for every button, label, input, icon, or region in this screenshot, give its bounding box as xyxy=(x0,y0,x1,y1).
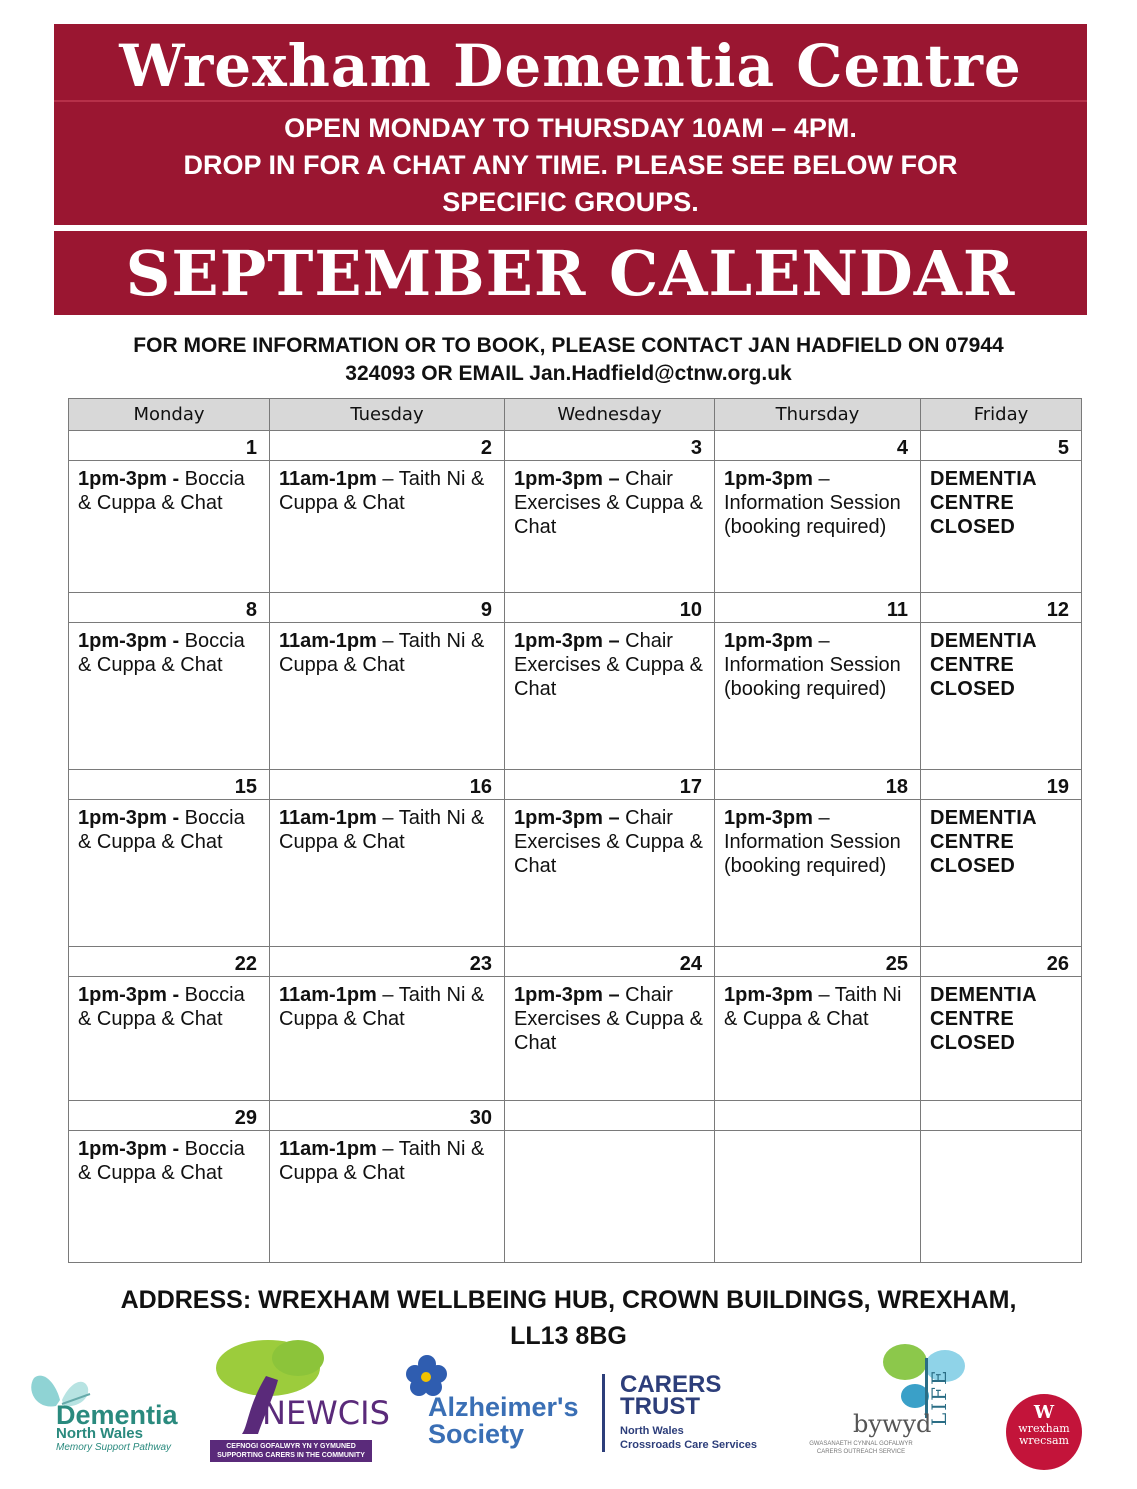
wrexham-logo-top: wrexham xyxy=(1018,1422,1070,1435)
day-cell xyxy=(921,1131,1082,1263)
newcis-logo xyxy=(208,1336,390,1464)
day-cell xyxy=(505,461,715,593)
event-time: 11am-1pm xyxy=(279,468,377,490)
event-time: 11am-1pm xyxy=(279,1138,377,1160)
event-description: – Taith Ni & Cuppa & Chat xyxy=(279,1138,485,1184)
date-number-row xyxy=(69,1101,1082,1131)
newcis-name: NEWCIS xyxy=(262,1394,390,1432)
day-cell xyxy=(270,800,505,947)
event-time: 11am-1pm xyxy=(279,807,377,829)
event-description: – Taith Ni & Cuppa & Chat xyxy=(724,984,902,1030)
event-time: 1pm-3pm xyxy=(724,984,813,1006)
bywyd-sub-line: CARERS OUTREACH SERVICE xyxy=(816,1449,906,1455)
date-number: 9 xyxy=(270,593,505,623)
event-time: 1pm-3pm xyxy=(724,468,813,490)
weekday-header: Monday xyxy=(69,399,270,431)
event-time: 1pm-3pm – xyxy=(514,630,620,652)
contact-line: 324093 OR EMAIL Jan.Hadfield@ctnw.org.uk xyxy=(345,362,792,385)
day-cell xyxy=(505,800,715,947)
date-number: 17 xyxy=(505,770,715,800)
header-banner xyxy=(54,24,1087,225)
date-number: 8 xyxy=(69,593,270,623)
date-number: 30 xyxy=(270,1101,505,1131)
event-time: 11am-1pm xyxy=(279,984,377,1006)
event-description: Boccia & Cuppa & Chat xyxy=(78,468,245,514)
carers-trust-sub1: North Wales xyxy=(620,1425,684,1437)
event-row xyxy=(69,461,1082,593)
alzheimers-line2: Society xyxy=(428,1419,525,1449)
event-time: 1pm-3pm – xyxy=(514,468,620,490)
weekday-header: Tuesday xyxy=(270,399,505,431)
bywyd-sub xyxy=(795,1440,927,1456)
newcis-band xyxy=(210,1440,372,1462)
weekday-header: Wednesday xyxy=(505,399,715,431)
event-time: 1pm-3pm xyxy=(724,807,813,829)
event-row xyxy=(69,800,1082,947)
dementia-logo-sub: North Wales xyxy=(56,1425,143,1442)
alzheimers-line1: Alzheimer's xyxy=(428,1392,579,1422)
wrexham-crest-icon: W xyxy=(1033,1402,1055,1423)
date-number: 24 xyxy=(505,947,715,977)
event-description: Chair Exercises & Cuppa & Chat xyxy=(514,468,703,538)
day-cell xyxy=(270,623,505,770)
day-cell xyxy=(715,461,921,593)
day-cell xyxy=(69,977,270,1101)
calendar-grid xyxy=(68,398,1082,1263)
calendar-title: SEPTEMBER CALENDAR xyxy=(125,237,1016,310)
date-number: 15 xyxy=(69,770,270,800)
event-description: – Taith Ni & Cuppa & Chat xyxy=(279,468,485,514)
opening-line: DROP IN FOR A CHAT ANY TIME. PLEASE SEE BELOW FOR xyxy=(183,150,958,180)
bywyd-sub-line: GWASANAETH CYNNAL GOFALWYR xyxy=(809,1441,913,1447)
event-description: Boccia & Cuppa & Chat xyxy=(78,807,245,853)
day-cell xyxy=(921,977,1082,1101)
date-number: 2 xyxy=(270,431,505,461)
dementia-logo-tagline: Memory Support Pathway xyxy=(56,1442,172,1453)
date-number: 22 xyxy=(69,947,270,977)
date-number xyxy=(715,1101,921,1131)
carers-trust-logo xyxy=(602,1371,772,1454)
weekday-header: Friday xyxy=(921,399,1082,431)
weekday-header: Thursday xyxy=(715,399,921,431)
carers-trust-sub2: Crossroads Care Services xyxy=(620,1439,757,1451)
date-number-row xyxy=(69,593,1082,623)
event-row xyxy=(69,623,1082,770)
event-time: 11am-1pm xyxy=(279,630,377,652)
day-cell xyxy=(921,461,1082,593)
wrexham-logo-bottom: wrecsam xyxy=(1019,1434,1069,1447)
date-number-row xyxy=(69,947,1082,977)
contact-line: FOR MORE INFORMATION OR TO BOOK, PLEASE CONTACT JAN HADFIELD ON 07944 xyxy=(133,334,1004,357)
alzheimers-society-logo xyxy=(402,1352,582,1462)
carers-trust-line1: CARERS xyxy=(620,1371,722,1398)
event-description: – Taith Ni & Cuppa & Chat xyxy=(279,984,485,1030)
day-cell xyxy=(505,623,715,770)
event-time: 1pm-3pm - xyxy=(78,807,180,829)
day-cell xyxy=(270,1131,505,1263)
event-description: DEMENTIA CENTRE CLOSED xyxy=(930,630,1037,700)
date-number: 25 xyxy=(715,947,921,977)
date-number: 26 xyxy=(921,947,1082,977)
event-time: 1pm-3pm - xyxy=(78,630,180,652)
event-description: DEMENTIA CENTRE CLOSED xyxy=(930,468,1037,538)
event-description: Chair Exercises & Cuppa & Chat xyxy=(514,807,703,877)
date-number-row xyxy=(69,431,1082,461)
date-number xyxy=(921,1101,1082,1131)
day-cell xyxy=(505,977,715,1101)
date-number: 29 xyxy=(69,1101,270,1131)
date-number: 1 xyxy=(69,431,270,461)
event-description: DEMENTIA CENTRE CLOSED xyxy=(930,984,1037,1054)
day-cell xyxy=(921,623,1082,770)
address-line: LL13 8BG xyxy=(510,1322,627,1350)
date-number xyxy=(505,1101,715,1131)
wrexham-council-logo xyxy=(1006,1394,1082,1470)
event-description: Boccia & Cuppa & Chat xyxy=(78,984,245,1030)
date-number: 18 xyxy=(715,770,921,800)
date-number: 16 xyxy=(270,770,505,800)
opening-hours xyxy=(54,110,1087,221)
dementia-logo-title: Dementia xyxy=(56,1400,178,1430)
event-description: Chair Exercises & Cuppa & Chat xyxy=(514,984,703,1054)
date-number: 4 xyxy=(715,431,921,461)
bywyd-life-logo xyxy=(795,1338,975,1463)
day-cell xyxy=(715,623,921,770)
calendar-banner xyxy=(54,231,1087,315)
day-cell xyxy=(505,1131,715,1263)
newcis-band-line: CEFNOGI GOFALWYR YN Y GYMUNED xyxy=(226,1443,356,1450)
partner-logos xyxy=(0,1330,1137,1489)
banner-divider xyxy=(54,100,1087,102)
weekday-header-row xyxy=(69,399,1082,431)
event-row xyxy=(69,977,1082,1101)
event-time: 1pm-3pm - xyxy=(78,984,180,1006)
date-number: 11 xyxy=(715,593,921,623)
date-number: 3 xyxy=(505,431,715,461)
day-cell xyxy=(270,977,505,1101)
date-number: 23 xyxy=(270,947,505,977)
event-description: Boccia & Cuppa & Chat xyxy=(78,1138,245,1184)
event-time: 1pm-3pm - xyxy=(78,1138,180,1160)
date-number: 10 xyxy=(505,593,715,623)
event-description: – Taith Ni & Cuppa & Chat xyxy=(279,807,485,853)
life-text: LIFE xyxy=(927,1368,951,1426)
bywyd-name: bywyd xyxy=(853,1410,932,1438)
event-time: 1pm-3pm xyxy=(724,630,813,652)
centre-title: Wrexham Dementia Centre xyxy=(119,32,1022,100)
date-number: 5 xyxy=(921,431,1082,461)
address-line: ADDRESS: WREXHAM WELLBEING HUB, CROWN BUILDINGS, WREXHAM, xyxy=(120,1286,1017,1314)
opening-line: OPEN MONDAY TO THURSDAY 10AM – 4PM. xyxy=(284,113,857,143)
carers-trust-bar xyxy=(602,1374,605,1452)
date-number-row xyxy=(69,770,1082,800)
day-cell xyxy=(69,623,270,770)
date-number: 19 xyxy=(921,770,1082,800)
day-cell xyxy=(69,1131,270,1263)
event-time: 1pm-3pm - xyxy=(78,468,180,490)
day-cell xyxy=(270,461,505,593)
day-cell xyxy=(921,800,1082,947)
event-row xyxy=(69,1131,1082,1263)
opening-line: SPECIFIC GROUPS. xyxy=(442,187,699,217)
day-cell xyxy=(715,800,921,947)
day-cell xyxy=(69,461,270,593)
leaf-icon xyxy=(881,1338,971,1418)
day-cell xyxy=(69,800,270,947)
event-description: DEMENTIA CENTRE CLOSED xyxy=(930,807,1037,877)
day-cell xyxy=(715,1131,921,1263)
newcis-band-line: SUPPORTING CARERS IN THE COMMUNITY xyxy=(217,1452,365,1459)
event-description: – Taith Ni & Cuppa & Chat xyxy=(279,630,485,676)
event-time: 1pm-3pm – xyxy=(514,984,620,1006)
contact-info xyxy=(40,332,1097,388)
event-description: – Information Session (booking required) xyxy=(724,630,901,700)
date-number: 12 xyxy=(921,593,1082,623)
event-description: Boccia & Cuppa & Chat xyxy=(78,630,245,676)
day-cell xyxy=(715,977,921,1101)
event-description: – Information Session (booking required) xyxy=(724,468,901,538)
carers-trust-line2: TRUST xyxy=(620,1393,700,1420)
event-time: 1pm-3pm – xyxy=(514,807,620,829)
event-description: Chair Exercises & Cuppa & Chat xyxy=(514,630,703,700)
event-description: – Information Session (booking required) xyxy=(724,807,901,877)
